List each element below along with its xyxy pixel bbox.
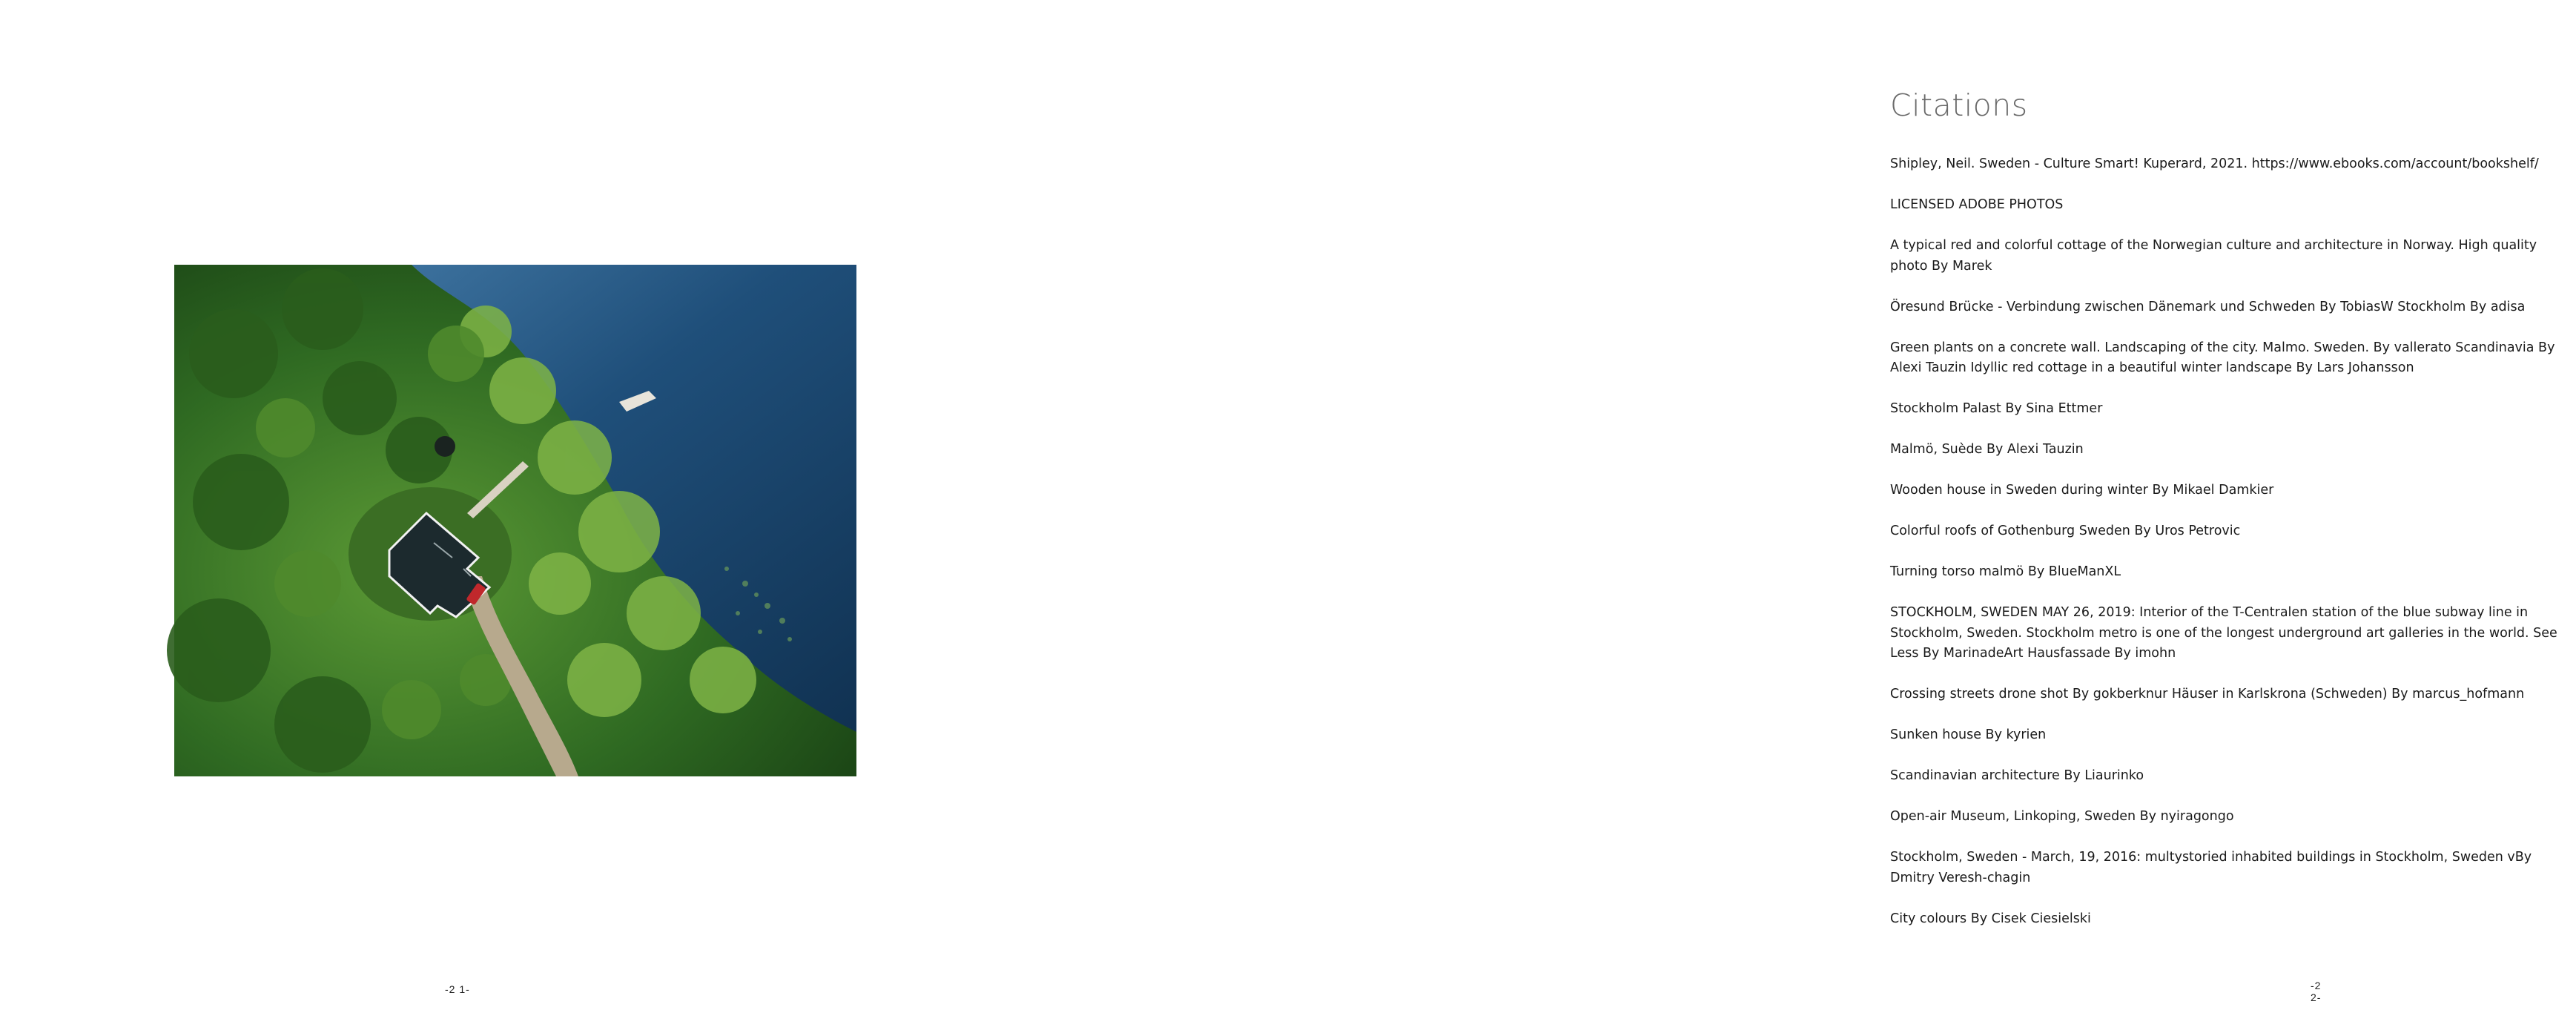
citation-item: City colours By Cisek Ciesielski [1890,911,2091,926]
citation-item: Stockholm, Sweden - March, 19, 2016: multystoried inhabited buildings in Stockholm, Sweden vBy Dmitry Veresh-chagin [1890,850,2532,885]
citation-item: A typical red and colorful cottage of the Norwegian culture and architecture in Norway. High quality photo By Marek [1890,238,2537,274]
right-page [927,0,2557,1030]
citation-item: Malmö, Suède By Alexi Tauzin [1890,442,2084,457]
citations-list [1890,154,2576,950]
aerial-forest-lake-cottage-photo [174,265,856,776]
aerial-forest-lake-photo [174,265,856,776]
page-number-right: -2 2- [2311,980,2322,1003]
page-title: Citations [1890,88,2028,123]
citation-item: Crossing streets drone shot By gokberknur Häuser in Karlskrona (Schweden) By marcus_hofmann [1890,687,2525,701]
citation-item: Turning torso malmö By BlueManXL [1890,564,2121,579]
citation-item: Open-air Museum, Linkoping, Sweden By nyiragongo [1890,809,2234,824]
citation-item: STOCKHOLM, SWEDEN MAY 26, 2019: Interior of the T-Centralen station of the blue subway line in Stockholm, Sweden. Stockholm metro is one of the longest underground art galleries in the world. See Less By MarinadeArt Hausfassade By imohn [1890,605,2557,661]
citation-item: Stockholm Palast By Sina Ettmer [1890,401,2103,416]
citation-item: Wooden house in Sweden during winter By Mikael Damkier [1890,483,2274,498]
citation-item: LICENSED ADOBE PHOTOS [1890,197,2064,212]
page-number-left: -2 1- [445,983,470,995]
citation-item: Colorful roofs of Gothenburg Sweden By Uros Petrovic [1890,524,2241,538]
citation-item: Scandinavian architecture By Liaurinko [1890,768,2144,783]
citation-item: Sunken house By kyrien [1890,727,2047,742]
citation-item: Öresund Brücke - Verbindung zwischen Dänemark und Schweden By TobiasW Stockholm By adisa [1890,299,2526,314]
citation-item: Green plants on a concrete wall. Landscaping of the city. Malmo. Sweden. By vallerato Scandinavia By Alexi Tauzin Idyllic red cottage in a beautiful winter landscape By Lars Johansson [1890,340,2555,375]
citation-item: Shipley, Neil. Sweden - Culture Smart! Kuperard, 2021. https://www.ebooks.com/account/bookshelf/ [1890,156,2539,171]
left-page [0,0,927,1030]
